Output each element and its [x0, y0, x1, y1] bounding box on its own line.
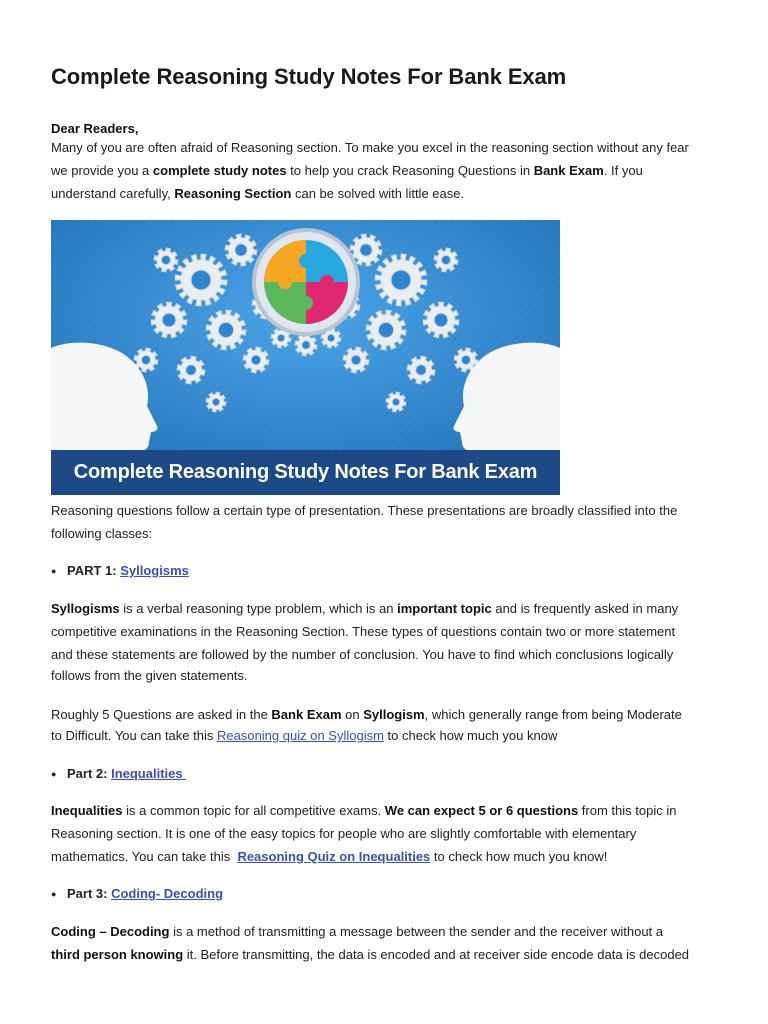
gear-hole	[302, 341, 310, 349]
intro-text: can be solved with little ease.	[291, 186, 465, 201]
gear-hole	[251, 355, 261, 365]
gear-hole	[191, 270, 211, 290]
gear-hole	[162, 313, 176, 327]
intro-text: understand carefully,	[51, 186, 175, 201]
gear-hole	[141, 355, 150, 364]
classes-line-1: Reasoning questions follow a certain type of presentation. These presentations are broadly classified into the	[51, 503, 678, 518]
gear-hole	[235, 244, 247, 256]
gear-hole	[392, 398, 400, 406]
part3-line-1	[51, 921, 721, 943]
bold-text: Coding – Decoding	[51, 924, 170, 939]
bold-text: We can expect 5 or 6 questions	[384, 803, 579, 818]
bold-text: Bank Exam	[271, 707, 342, 722]
intro-text: we provide you a	[51, 163, 153, 178]
syllogism-quiz-link[interactable]: Reasoning quiz on Syllogism	[216, 728, 384, 743]
text: mathematics. You can take this	[51, 849, 238, 864]
classes-line-2: following classes:	[51, 526, 153, 541]
intro-line-3	[51, 183, 721, 205]
gear-hole	[218, 322, 233, 337]
intro-text: . If you	[603, 163, 643, 178]
intro-line-2	[51, 160, 721, 182]
text: is a verbal reasoning type problem, which is an	[119, 601, 398, 616]
bold-text: Syllogism	[363, 707, 425, 722]
text: it. Before transmitting, the data is encoded and at receiver side encode data is decoded	[183, 947, 690, 962]
gear-hole	[277, 334, 285, 342]
part2-line-3	[51, 846, 721, 868]
bullet-icon: ●	[51, 889, 57, 899]
part1-p2-line-2	[51, 725, 721, 747]
gear-hole	[391, 270, 411, 290]
text: Roughly 5 Questions are asked in the	[51, 707, 272, 722]
part2-line-1	[51, 800, 721, 822]
text: on	[341, 707, 364, 722]
bold-text: third person knowing	[51, 947, 184, 962]
syllogisms-link[interactable]: Syllogisms	[120, 563, 189, 578]
text: is a common topic for all competitive exams.	[122, 803, 385, 818]
intro-bold: Reasoning Section	[174, 186, 292, 201]
intro-line-1: Many of you are often afraid of Reasoning section. To make you excel in the reasoning section without any fear	[51, 140, 689, 155]
gear-hole	[186, 365, 197, 376]
page-title: Complete Reasoning Study Notes For Bank Exam	[51, 64, 567, 89]
part3-heading	[51, 883, 223, 905]
hero-image	[51, 220, 560, 495]
part2-line-2: Reasoning section. It is one of the easy topics for people who are slightly comfortable with elementary	[51, 826, 637, 841]
inequalities-quiz-link[interactable]: Reasoning Quiz on Inequalities	[237, 849, 431, 864]
text: and is frequently asked in many	[491, 601, 679, 616]
gear-hole	[378, 322, 393, 337]
part1-heading	[51, 560, 189, 582]
inequalities-link[interactable]: Inequalities	[111, 766, 187, 781]
intro-text: to help you crack Reasoning Questions in	[286, 163, 534, 178]
text: , which generally range from being Moderate	[424, 707, 682, 722]
part1-p1-line-4: follows from the given statements.	[51, 668, 248, 683]
text: is a method of transmitting a message between the sender and the receiver without a	[169, 924, 664, 939]
gear-hole	[327, 334, 335, 342]
text: to Difficult. You can take this	[51, 728, 217, 743]
bold-text: important topic	[397, 601, 492, 616]
part2-heading	[51, 763, 186, 785]
bullet-icon: ●	[51, 769, 57, 779]
part1-p1-line-2: competitive examinations in the Reasoning Section. These types of questions contain two or more statement	[51, 624, 676, 639]
part3-line-2	[51, 944, 721, 966]
text: to check how much you know!	[430, 849, 608, 864]
part-label: Part 3:	[67, 886, 112, 901]
coding-decoding-link[interactable]: Coding- Decoding	[111, 886, 224, 901]
text: from this topic in	[578, 803, 677, 818]
text: to check how much you know	[383, 728, 558, 743]
gear-hole	[161, 255, 170, 264]
intro-bold: complete study notes	[152, 163, 287, 178]
gear-hole	[416, 365, 427, 376]
greeting-text: Dear Readers,	[51, 121, 139, 136]
bold-text: Syllogisms	[51, 601, 120, 616]
part-label: PART 1:	[67, 563, 121, 578]
part-label: Part 2:	[67, 766, 112, 781]
part1-p2-line-1	[51, 704, 721, 726]
part1-p1-line-1	[51, 598, 721, 620]
part1-p1-line-3: and these statements are followed by the number of conclusion. You have to find which conclusions logically	[51, 647, 674, 662]
bold-text: Inequalities	[51, 803, 123, 818]
hero-caption: Complete Reasoning Study Notes For Bank Exam	[51, 450, 560, 495]
gear-hole	[441, 255, 450, 264]
gear-hole	[434, 313, 448, 327]
gear-hole	[351, 355, 361, 365]
bullet-icon: ●	[51, 566, 57, 576]
puzzle-icon	[254, 230, 358, 334]
intro-bold: Bank Exam	[533, 163, 604, 178]
gear-hole	[212, 398, 220, 406]
gear-hole	[360, 244, 372, 256]
gear-hole	[461, 355, 470, 364]
